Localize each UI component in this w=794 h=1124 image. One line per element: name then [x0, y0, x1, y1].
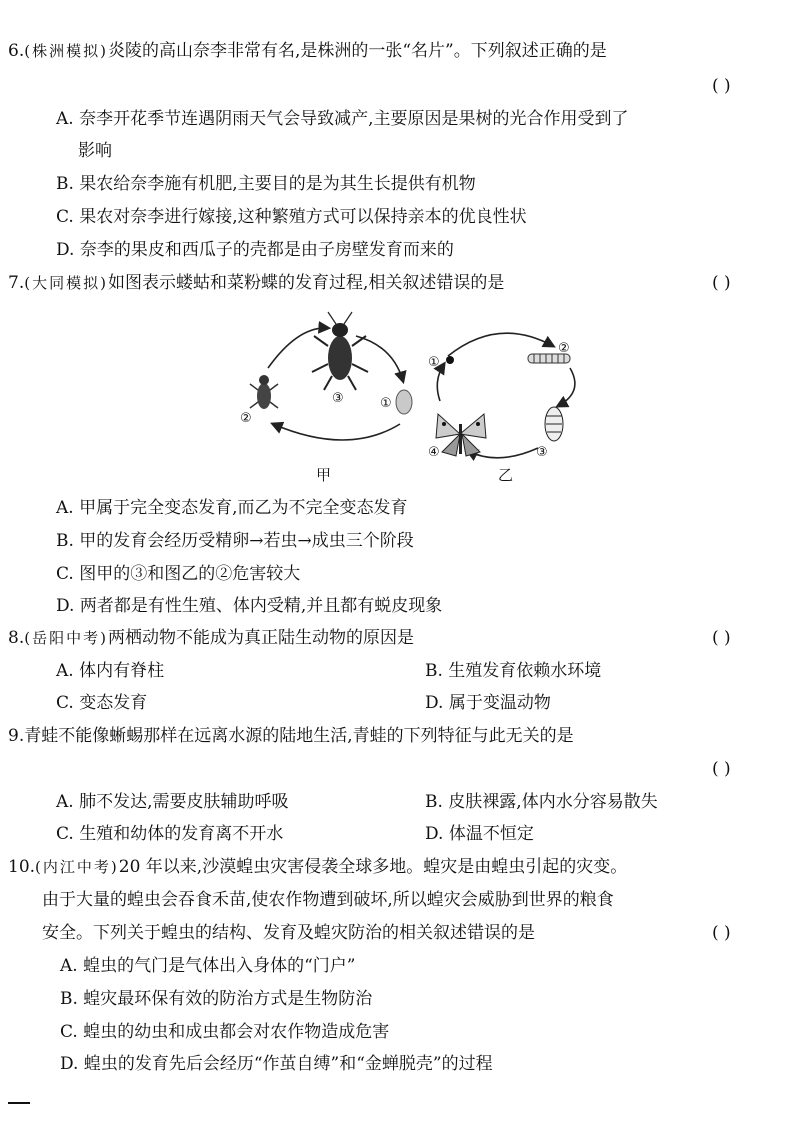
q7-option-d: D. 两者都是有性生殖、体内受精,并且都有蜕皮现象 — [56, 596, 443, 616]
life-cycle-diagram — [228, 306, 588, 486]
q9-stem: 青蛙不能像蜥蜴那样在远离水源的陆地生活,青蛙的下列特征与此无关的是 — [24, 726, 574, 746]
q6-answer-blank[interactable]: ( ) — [712, 76, 731, 96]
q9-option-b: B. 皮肤裸露,体内水分容易散失 — [425, 792, 658, 812]
jia-label-2: ② — [240, 411, 252, 426]
q7-option-b: B. 甲的发育会经历受精卵→若虫→成虫三个阶段 — [56, 531, 414, 551]
page-footer-mark — [8, 1102, 30, 1104]
q9-option-c: C. 生殖和幼体的发育离不开水 — [56, 824, 284, 844]
q10-option-a: A. 蝗虫的气门是气体出入身体的“门户” — [60, 956, 356, 976]
jia-label-3: ③ — [332, 391, 344, 406]
q10-option-d: D. 蝗虫的发育先后会经历“作茧自缚”和“金蝉脱壳”的过程 — [60, 1054, 493, 1074]
q10-stem-line-1 — [8, 856, 627, 878]
cricket-adult-icon — [312, 312, 368, 390]
q8-option-d: D. 属于变温动物 — [425, 693, 551, 713]
q9-stem-line — [8, 725, 574, 747]
yi-label-4: ④ — [428, 445, 440, 460]
q10-answer-blank[interactable]: ( ) — [712, 923, 731, 943]
q7-option-a: A. 甲属于完全变态发育,而乙为不完全变态发育 — [56, 498, 408, 518]
pupa-icon — [545, 407, 563, 441]
life-cycle-figure — [228, 306, 588, 486]
q8-option-a: A. 体内有脊柱 — [56, 661, 165, 681]
q6-option-c: C. 果农对奈李进行嫁接,这种繁殖方式可以保持亲本的优良性状 — [56, 207, 527, 227]
q9-option-a: A. 肺不发达,需要皮肤辅助呼吸 — [56, 792, 289, 812]
q8-stem: 两栖动物不能成为真正陆生动物的原因是 — [107, 628, 414, 648]
q10-stem-line-3: 安全。下列关于蝗虫的结构、发育及蝗灾防治的相关叙述错误的是 — [42, 923, 535, 943]
q8-stem-line — [8, 627, 414, 649]
q7-number: 7. — [8, 273, 25, 293]
q6-option-b: B. 果农给奈李施有机肥,主要目的是为其生长提供有机物 — [56, 174, 476, 194]
jia-label-1: ① — [380, 396, 392, 411]
figure-caption-yi: 乙 — [498, 466, 514, 484]
cycle-jia — [240, 312, 412, 440]
q7-stem: 如图表示蝼蛄和菜粉蝶的发育过程,相关叙述错误的是 — [107, 273, 505, 293]
q9-answer-blank[interactable]: ( ) — [712, 759, 731, 779]
yi-label-3: ③ — [536, 445, 548, 460]
q8-answer-blank[interactable]: ( ) — [712, 628, 731, 648]
cycle-yi — [428, 333, 575, 460]
cricket-nymph-icon — [250, 375, 278, 409]
q7-answer-blank[interactable]: ( ) — [712, 273, 731, 293]
butterfly-egg-icon — [446, 356, 454, 364]
yi-label-2: ② — [558, 341, 570, 356]
q10-option-c: C. 蝗虫的幼虫和成虫都会对农作物造成危害 — [60, 1022, 390, 1042]
q8-source: (岳阳中考) — [24, 629, 108, 647]
q8-option-c: C. 变态发育 — [56, 693, 148, 713]
q6-option-d: D. 奈李的果皮和西瓜子的壳都是由子房壁发育而来的 — [56, 240, 454, 260]
q6-source: (株洲模拟) — [24, 42, 108, 60]
q6-option-a: A. 奈李开花季节连遇阴雨天气会导致减产,主要原因是果树的光合作用受到了 — [56, 109, 629, 129]
q9-number: 9. — [8, 726, 25, 746]
q8-option-b: B. 生殖发育依赖水环境 — [425, 661, 602, 681]
q6-stem: 炎陵的高山奈李非常有名,是株洲的一张“名片”。下列叙述正确的是 — [107, 41, 607, 61]
q10-source: (内江中考) — [35, 858, 119, 876]
q10-number: 10. — [8, 857, 36, 877]
q9-option-d: D. 体温不恒定 — [425, 824, 534, 844]
q10-stem-line-2: 由于大量的蝗虫会吞食禾苗,使农作物遭到破坏,所以蝗灾会威胁到世界的粮食 — [42, 890, 614, 910]
q6-option-a-continued: 影响 — [78, 141, 112, 161]
q7-option-c: C. 图甲的③和图乙的②危害较大 — [56, 564, 301, 584]
yi-label-1: ① — [428, 355, 440, 370]
q10-stem-part-1: 20 年以来,沙漠蝗虫灾害侵袭全球多地。蝗灾是由蝗虫引起的灾变。 — [118, 857, 628, 877]
q7-stem-line — [8, 272, 504, 294]
butterfly-adult-icon — [436, 414, 486, 456]
q8-number: 8. — [8, 628, 25, 648]
q7-source: (大同模拟) — [24, 274, 108, 292]
egg-icon — [396, 390, 412, 414]
q6-number: 6. — [8, 41, 25, 61]
figure-caption-jia: 甲 — [316, 466, 332, 484]
q10-option-b: B. 蝗灾最环保有效的防治方式是生物防治 — [60, 989, 373, 1009]
q6-stem-line — [8, 40, 607, 62]
